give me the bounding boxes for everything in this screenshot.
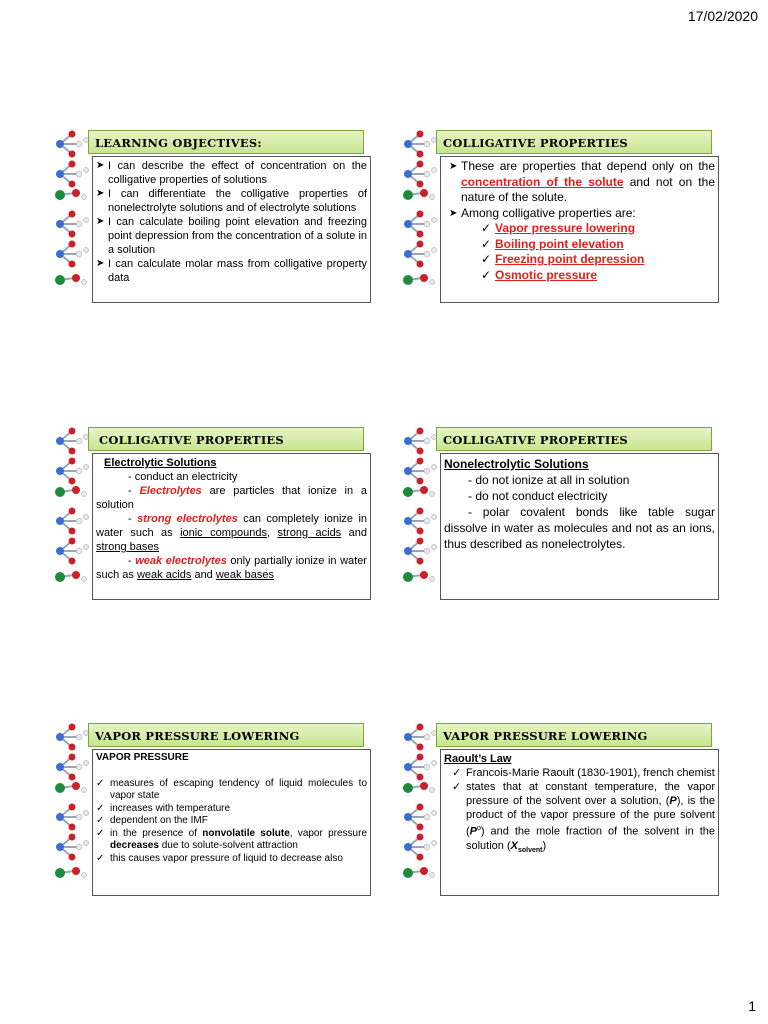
check-icon: ✓ bbox=[481, 221, 492, 235]
check-icon: ✓ bbox=[96, 802, 105, 814]
slide-body bbox=[92, 453, 371, 600]
list-item: ✓ Francois-Marie Raoult (1830-1901), french chemist bbox=[452, 767, 715, 779]
arrow-bullet-icon: ➤ bbox=[449, 207, 458, 219]
list-item: ➤ Among colligative properties are: bbox=[449, 205, 636, 220]
page-date: 17/02/2020 bbox=[687, 8, 758, 24]
check-icon: ✓ bbox=[96, 852, 105, 864]
arrow-bullet-icon: ➤ bbox=[96, 188, 105, 199]
molecule-decoration-icon bbox=[398, 427, 440, 602]
slide-body bbox=[440, 453, 719, 600]
slide-raoults-law bbox=[398, 723, 718, 898]
check-icon: ✓ bbox=[452, 781, 462, 793]
section-heading: Nonelectrolytic Solutions bbox=[444, 457, 589, 471]
list-item: ➤ I can calculate molar mass from colligative property data bbox=[96, 258, 367, 284]
check-icon: ✓ bbox=[96, 815, 105, 826]
slide-title: VAPOR PRESSURE LOWERING bbox=[436, 723, 712, 747]
line: - strong electrolytes can completely ionize in water such as ionic compounds, strong acids and strong bases bbox=[96, 513, 368, 553]
arrow-bullet-icon: ➤ bbox=[96, 216, 105, 227]
line: - do not ionize at all in solution bbox=[468, 473, 630, 487]
slide-title: LEARNING OBJECTIVES: bbox=[88, 130, 364, 154]
molecule-decoration-icon bbox=[50, 723, 92, 898]
line: - do not conduct electricity bbox=[468, 489, 608, 503]
list-item: ✓ in the presence of nonvolatile solute, vapor pressure decreases due to solute-solvent attraction bbox=[96, 827, 368, 851]
list-item: ✓ Vapor pressure lowering bbox=[481, 221, 636, 235]
slide-title: COLLIGATIVE PROPERTIES bbox=[88, 427, 364, 451]
slide-vapor-pressure bbox=[50, 723, 370, 898]
molecule-decoration-icon bbox=[50, 130, 92, 305]
line: - Electrolytes are particles that ionize in a solution bbox=[96, 485, 367, 511]
slide-title: COLLIGATIVE PROPERTIES bbox=[436, 130, 712, 154]
section-heading: VAPOR PRESSURE bbox=[96, 752, 189, 763]
slide-body bbox=[440, 156, 719, 303]
molecule-decoration-icon bbox=[50, 427, 92, 602]
list-item: ✓ dependent on the IMF bbox=[96, 815, 208, 826]
slide-body bbox=[440, 749, 719, 896]
list-item: ➤ These are properties that depend only on the concentration of the solute and not on the nature of the solute. bbox=[449, 159, 715, 204]
arrow-bullet-icon: ➤ bbox=[96, 160, 105, 171]
arrow-bullet-icon: ➤ bbox=[449, 161, 458, 172]
list-item: ➤ I can calculate boiling point elevation and freezing point depression from the concentration of a solute in a solution bbox=[96, 216, 367, 256]
check-icon: ✓ bbox=[481, 252, 492, 266]
slide-title: VAPOR PRESSURE LOWERING bbox=[88, 723, 364, 747]
arrow-bullet-icon: ➤ bbox=[96, 258, 105, 269]
section-heading: Raoult’s Law bbox=[444, 753, 512, 765]
list-item: ➤ I can describe the effect of concentration on the colligative properties of solutions bbox=[96, 160, 367, 186]
slide-learning-objectives bbox=[50, 130, 370, 305]
line: - conduct an electricity bbox=[128, 471, 238, 483]
list-item: ✓ increases with temperature bbox=[96, 802, 231, 814]
line: - polar covalent bonds like table sugar dissolve in water as molecules and not as an ions, thus described as nonelectrolytes. bbox=[444, 505, 715, 551]
slide-title: COLLIGATIVE PROPERTIES bbox=[436, 427, 712, 451]
list-item: ✓ this causes vapor pressure of liquid to decrease also bbox=[96, 852, 343, 864]
line: - weak electrolytes only partially ionize in water such as weak acids and weak bases bbox=[96, 555, 367, 581]
molecule-decoration-icon bbox=[398, 723, 440, 898]
check-icon: ✓ bbox=[96, 777, 105, 789]
section-heading: Electrolytic Solutions bbox=[104, 457, 217, 469]
check-icon: ✓ bbox=[96, 827, 105, 839]
check-icon: ✓ bbox=[481, 236, 492, 251]
molecule-decoration-icon bbox=[398, 130, 440, 305]
check-icon: ✓ bbox=[452, 767, 462, 779]
list-item: ✓ Osmotic pressure bbox=[481, 267, 598, 282]
list-item: ✓ Freezing point depression bbox=[481, 252, 645, 266]
slide-electrolytic-solutions bbox=[50, 427, 370, 602]
list-item: ➤ I can differentiate the colligative properties of nonelectrolyte solutions and of electrolyte solutions bbox=[96, 188, 367, 214]
slide-nonelectrolytic-solutions bbox=[398, 427, 718, 602]
list-item: ✓ states that at constant temperature, the vapor pressure of the solvent over a solution, (P), is the product of the vapor pressure of the pure solvent $(P^o)$ and the mole fraction of the solvent in the solution $(X_{solvent})$ bbox=[444, 780, 715, 858]
list-item: ✓ measures of escaping tendency of liquid molecules to vapor state bbox=[96, 777, 367, 801]
list-item: ✓ Boiling point elevation bbox=[481, 236, 624, 251]
slide-colligative-properties bbox=[398, 130, 718, 305]
slide-body bbox=[92, 749, 371, 896]
check-icon: ✓ bbox=[481, 267, 492, 282]
page-number: 1 bbox=[748, 998, 756, 1014]
slide-body bbox=[92, 156, 371, 303]
